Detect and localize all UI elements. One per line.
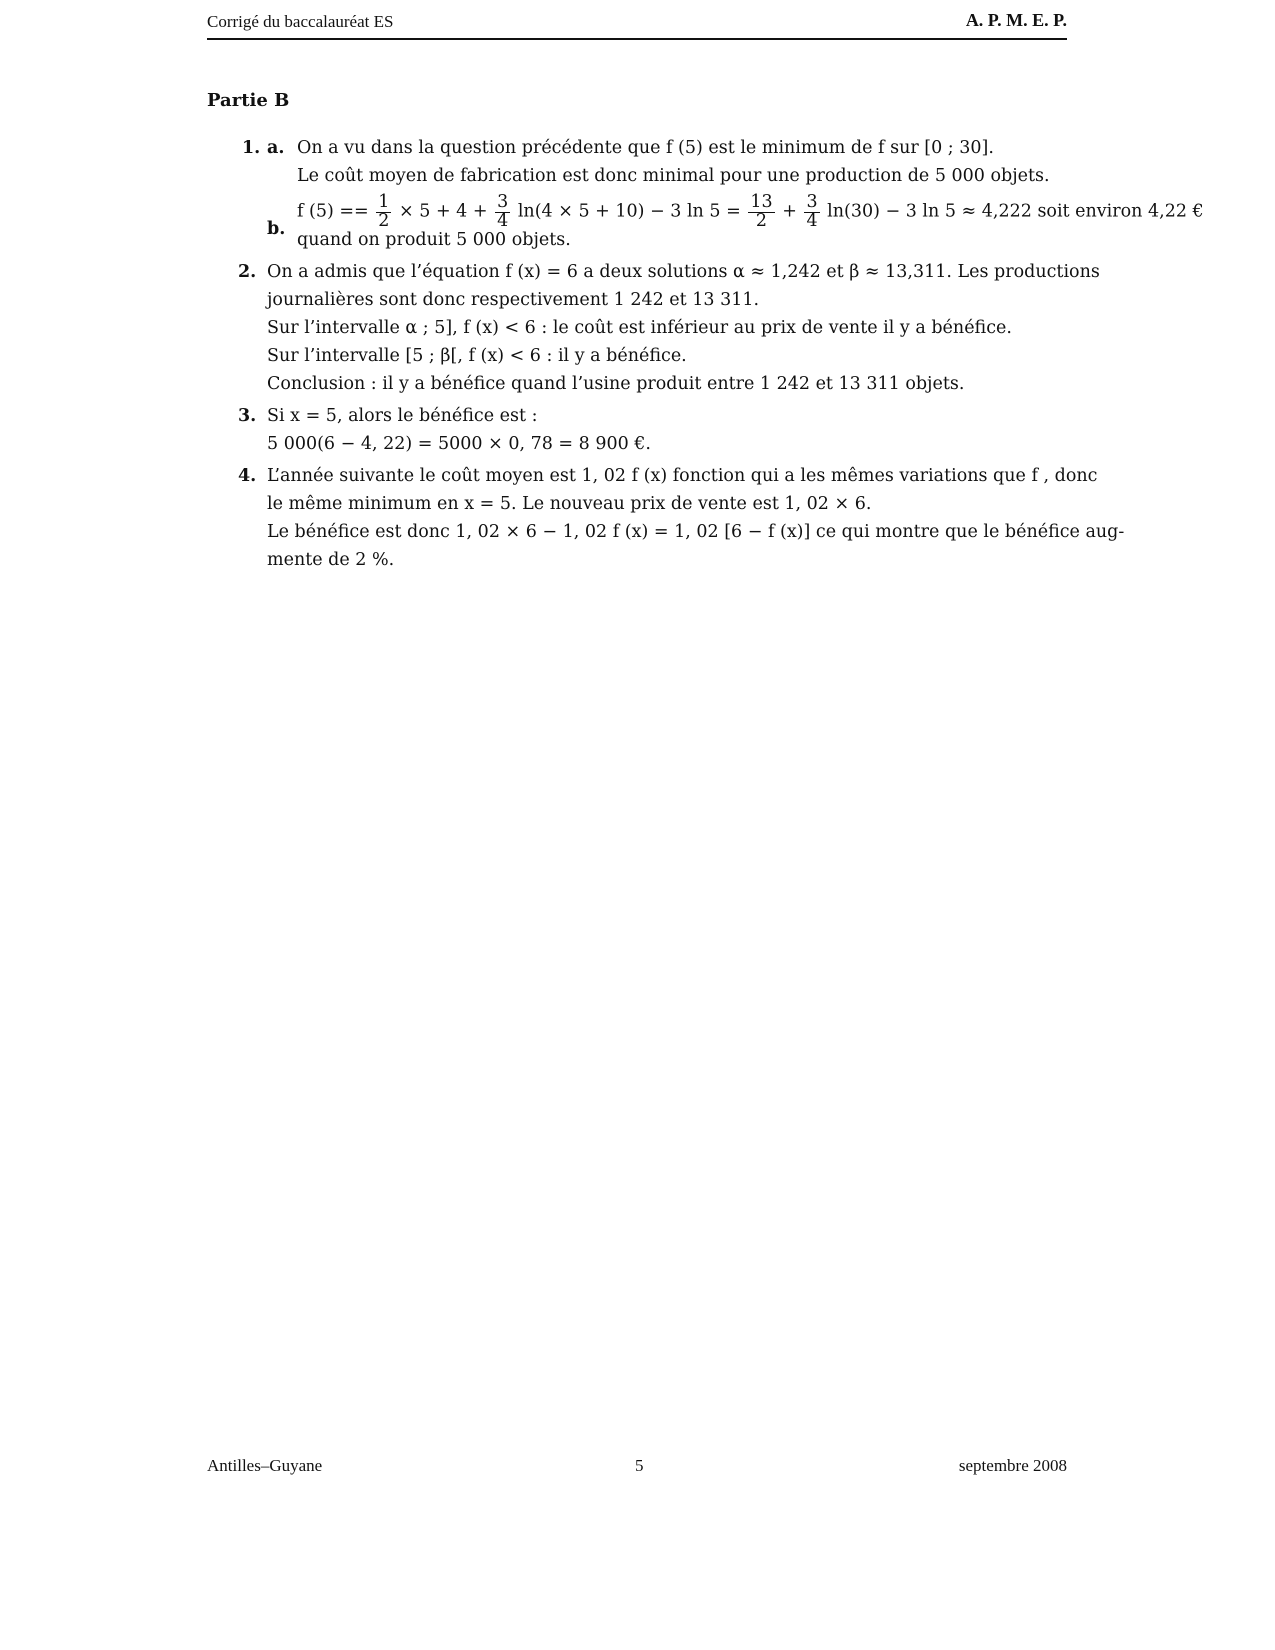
exercise-content [207,134,1204,578]
question-1b [267,192,1204,254]
denominator: 2 [755,210,768,231]
fraction [495,194,510,230]
text-line: Conclusion : il y a bénéfice quand l’usine produit entre 1 242 et 13 311 objets. [267,374,965,394]
text-line: Le bénéfice est donc 1, 02 × 6 − 1, 02 f (x) = 1, 02 [6 − f (x)] ce qui montre que le bénéfice aug- [267,522,1125,542]
subquestion-label: b. [267,219,286,239]
page-header [207,10,1067,40]
question-1a [267,134,1067,190]
text-line: journalières sont donc respectivement 1 242 et 13 311. [267,290,760,310]
denominator: 4 [806,210,818,231]
denominator: 2 [378,210,390,231]
text-line: On a admis que l’équation f (x) = 6 a deux solutions α ≈ 1,242 et β ≈ 13,311. Les productions [267,262,1100,282]
formula-part: ln(4 × 5 + 10) − 3 ln 5 = [517,201,741,222]
formula-part: ln(30) − 3 ln 5 ≈ 4,222 soit environ 4,22 € [827,201,1204,222]
question-2 [207,258,1100,398]
formula-line [297,192,1204,231]
fraction [748,194,774,230]
formula-part: f (5) == [297,201,369,222]
text-line: On a vu dans la question précédente que f (5) est le minimum de f sur [0 ; 30]. [297,138,994,158]
footer-left-text: Antilles–Guyane [207,1456,323,1475]
question-number: 3. [238,406,257,426]
text-line: Le coût moyen de fabrication est donc minimal pour une production de 5 000 objets. [297,166,1050,186]
numerator: 1 [378,192,390,212]
question-number: 4. [238,466,257,486]
text-line: Sur l’intervalle [5 ; β[, f (x) < 6 : il y a bénéfice. [267,346,687,366]
text-line: le même minimum en x = 5. Le nouveau prix de vente est 1, 02 × 6. [267,494,872,514]
text-line: L’année suivante le coût moyen est 1, 02 f (x) fonction qui a les mêmes variations que f , donc [267,466,1098,486]
formula-part: × 5 + 4 + [399,201,488,222]
question-4 [207,462,1125,574]
question-1 [207,134,1204,254]
question-number: 1. [242,138,261,158]
denominator: 4 [497,210,509,231]
page-number: 5 [635,1456,644,1475]
text-line: mente de 2 %. [267,550,395,570]
footer-right-text: septembre 2008 [958,1456,1067,1475]
text-line: quand on produit 5 000 objets. [297,230,571,250]
question-number: 2. [238,262,257,282]
fraction [376,194,391,230]
section-title: Partie B [207,90,290,111]
subquestion-label: a. [267,138,285,158]
text-line: 5 000(6 − 4, 22) = 5000 × 0, 78 = 8 900 €. [267,434,651,454]
header-left-text: Corrigé du baccalauréat ES [207,12,394,31]
formula-part: + [782,201,797,222]
text-line: Si x = 5, alors le bénéfice est : [267,406,538,426]
numerator: 3 [806,192,818,212]
fraction [804,194,819,230]
numerator: 3 [497,192,509,212]
numerator: 13 [750,192,773,212]
question-3 [207,402,1067,458]
text-line: Sur l’intervalle α ; 5], f (x) < 6 : le coût est inférieur au prix de vente il y a bénéfice. [267,318,1012,338]
header-right-text: A. P. M. E. P. [965,10,1067,30]
